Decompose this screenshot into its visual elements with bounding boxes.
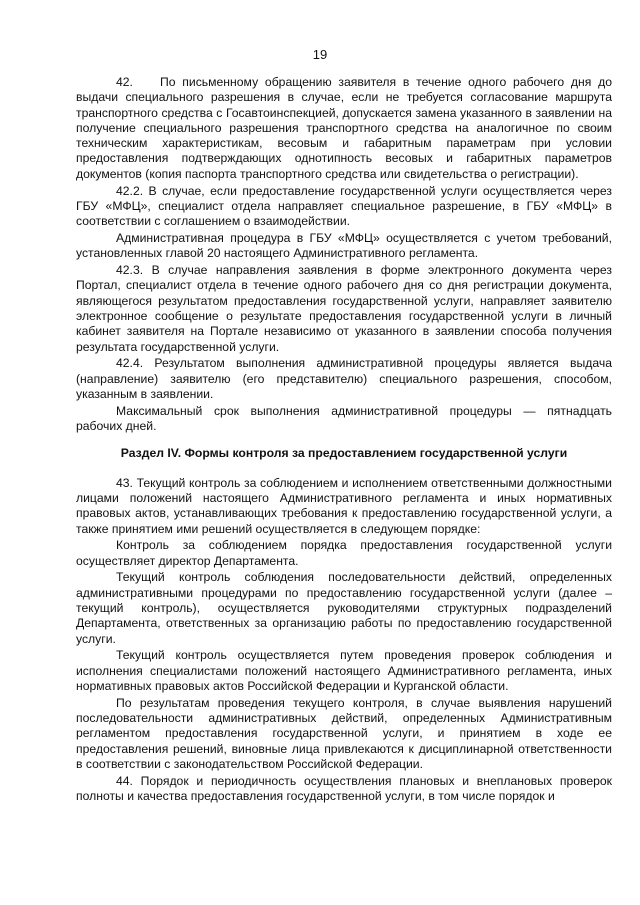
- paragraph-control-results: По результатам проведения текущего контроля, в случае выявления нарушений последовательности административных действий, определенных Административным регламентом предоставления государственной услуги, и принятием в ходе ее предоставления решений, виновные лица привлекаются к дисциплинарной ответственности в соответствии с законодательством Российской Федерации.: [76, 695, 612, 771]
- page-number: 19: [312, 47, 328, 62]
- paragraph-42: 42. По письменному обращению заявителя в течение одного рабочего дня до выдачи специального разрешения в случае, если не требуется согласование маршрута транспортного средства с Госавтоинспекцией, допускается замена указанного в заявлении на получение специального разрешения транспортного средства на аналогичное по своим техническим характеристикам, весовым и габаритным параметрам при условии предоставления подтверждающих однотипность весовых и габаритных параметров документов (копия паспорта транспортного средства или свидетельства о регистрации).: [76, 75, 612, 181]
- paragraph-mfc-procedure: Административная процедура в ГБУ «МФЦ» осуществляется с учетом требований, установленных главой 20 настоящего Административного регламента.: [76, 230, 612, 261]
- paragraph-control-director: Контроль за соблюдением порядка предоставления государственной услуги осуществляет директор Департамента.: [76, 538, 612, 568]
- paragraph-max-term: Максимальный срок выполнения административной процедуры — пятнадцать рабочих дней.: [76, 403, 612, 434]
- document-body: [76, 75, 612, 806]
- paragraph-43: 43. Текущий контроль за соблюдением и исполнением ответственными должностными лицами положений настоящего Административного регламента и иных нормативных правовых актов, устанавливающих требования к предоставлению государственной услуги, а также принятием ими решений осуществляется в следующем порядке:: [76, 475, 612, 536]
- paragraph-current-control: Текущий контроль соблюдения последовательности действий, определенных административными процедурами по предоставлению государственной услуги (далее – текущий контроль), осуществляется руководителями структурных подразделений Департамента, ответственных за организацию работы по предоставлению государственной услуги.: [76, 570, 612, 646]
- paragraph-42-3: 42.3. В случае направления заявления в форме электронного документа через Портал, специалист отдела в течение одного рабочего дня со дня регистрации документа, являющегося результатом предоставления государственной услуги, направляет заявителю электронное сообщение о результате предоставления государственной услуги в личный кабинет заявителя на Портале независимо от указанного в заявлении способа получения результата государственной услуги.: [76, 263, 612, 354]
- paragraph-44: 44. Порядок и периодичность осуществления плановых и внеплановых проверок полноты и качества предоставления государственной услуги, в том числе порядок и: [76, 773, 612, 804]
- paragraph-42-2: 42.2. В случае, если предоставление государственной услуги осуществляется через ГБУ «МФЦ», специалист отдела направляет специальное разрешение, в ГБУ «МФЦ» в соответствии с соглашением о взаимодействии.: [76, 183, 612, 229]
- paragraph-control-checks: Текущий контроль осуществляется путем проведения проверок соблюдения и исполнения специалистами положений настоящего Административного регламента, иных нормативных правовых актов Российской Федерации и Курганской области.: [76, 648, 612, 693]
- paragraph-42-4: 42.4. Результатом выполнения административной процедуры является выдача (направление) заявителю (его представителю) специального разрешения, способом, указанным в заявлении.: [76, 356, 612, 401]
- section-heading: Раздел IV. Формы контроля за предоставлением государственной услуги: [120, 446, 568, 461]
